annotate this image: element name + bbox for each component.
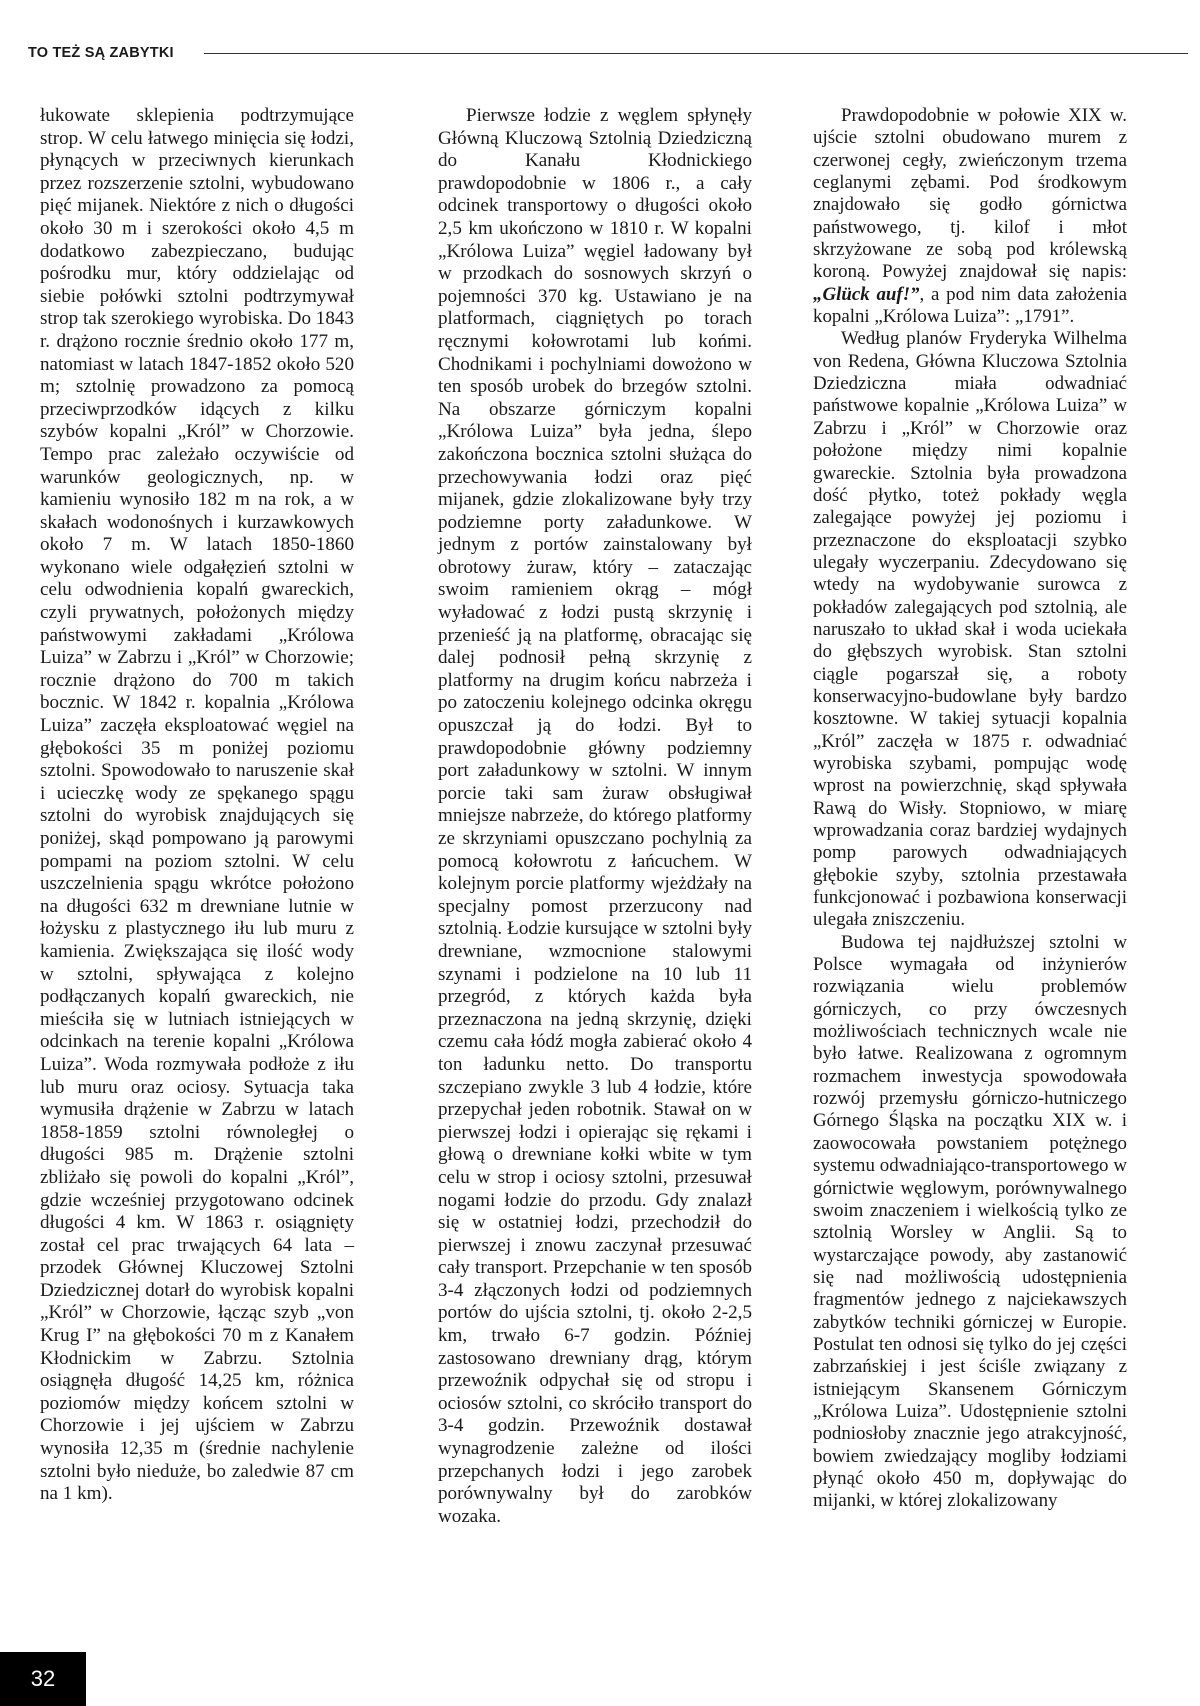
paragraph: Według planów Fryderyka Wilhelma von Redena, Główna Kluczowa Sztolnia Dziedziczna miała odwadniać państwowe kopalnie „Królowa Luiza” w Zabrzu i „Król” w Chorzowie oraz położone między nimi kopalnie gwareckie. Sztolnia była prowadzona dość płytko, toteż pokłady węgla zalegające powyżej jej poziomu i przeznaczone do eksploatacji szybko ulegały wyczerpaniu. Zdecydowano się wtedy na wydobywanie surowca z pokładów zalegających pod sztolnią, ale naruszało to układ skał i woda uciekała do głębszych wyrobisk. Stan sztolni ciągle pogarszał się, a roboty konserwacyjno-budowlane były bardzo kosztowne. W takiej sytuacji kopalnia „Król” zaczęła w 1875 r. odwadniać wyrobiska szybami, pompując wodę wprost na powierzchnię, skąd spływała Rawą do Wisły. Stopniowo, w miarę wprowadzania coraz bardziej wydajnych pomp parowych odwadniających głębokie szyby, sztolnia przestawała funkcjonować i pozbawiona konserwacji ulegała zniszczeniu. [813,328,1127,931]
column-3 [813,105,1127,1513]
column-2 [438,105,752,1528]
paragraph: Pierwsze łodzie z węglem spłynęły Główną Kluczową Sztolnią Dziedziczną do Kanału Kłodnickiego prawdopodobnie w 1806 r., a cały odcinek transportowy o długości około 2,5 km ukończono w 1810 r. W kopalni „Królowa Luiza” węgiel ładowany był w przodkach do sosnowych skrzyń o pojemności 370 kg. Ustawiano je na platformach, ciągniętych po torach ręcznymi kołowrotami lub końmi. Chodnikami i pochylniami dowożono w ten sposób urobek do brzegów sztolni. Na obszarze górniczym kopalni „Królowa Luiza” była jedna, ślepo zakończona bocznica sztolni służąca do przechowywania łodzi oraz pięć mijanek, gdzie zlokalizowane były trzy podziemne porty załadunkowe. W jednym z portów zainstalowany był obrotowy żuraw, który – zataczając swoim ramieniem okrąg – mógł wyładować z łodzi pustą skrzynię i przenieść ją na platformę, obracając się dalej podnosił pełną skrzynię z platformy na drugim końcu nabrzeża i po zatoczeniu kolejnego odcinka okręgu opuszczał ją do łodzi. Był to prawdopodobnie główny podziemny port załadunkowy w sztolni. W innym porcie taki sam żuraw obsługiwał mniejsze nabrzeże, do którego platformy ze skrzyniami opuszczano pochylnią za pomocą kołowrotu z łańcuchem. W kolejnym porcie platformy wjeżdżały na specjalny pomost przerzucony nad sztolnią. Łodzie kursujące w sztolni były drewniane, wzmocnione stalowymi szynami i podzielone na 10 lub 11 przegród, z których każda była przeznaczona na jedną skrzynię, dzięki czemu cała łódź mogła zabierać około 4 ton ładunku netto. Do transportu szczepiano zwykle 3 lub 4 łodzie, które przepychał jeden robotnik. Stawał on w pierwszej łodzi i opierając się rękami i głową o drewniane kołki wbite w tym celu w strop i ociosy sztolni, przesuwał nogami łodzie do przodu. Gdy znalazł się w ostatniej łodzi, przechodził do pierwszej i znowu zaczynał przesuwać cały transport. Przepchanie w ten sposób 3-4 złączonych łodzi od podziemnych portów do ujścia sztolni, tj. około 2-2,5 km, trwało 6-7 godzin. Później zastosowano drewniany drąg, którym przewoźnik odpychał się od stropu i ociosów sztolni, co skróciło transport do 3-4 godzin. Przewoźnik dostawał wynagrodzenie zależne od ilości przepchanych łodzi i jego zarobek porównywalny był do zarobków wozaka. [438,105,752,1527]
paragraph-text: , a pod nim data założenia kopalni „Królowa Luiza”: „1791”. [813,283,1128,328]
paragraph: łukowate sklepienia podtrzymujące strop. W celu łatwego minięcia się łodzi, płynących w przeciwnych kierunkach przez rozszerzenie sztolni, wybudowano pięć mijanek. Niektóre z nich o długości około 30 m i szerokości około 4,5 m dodatkowo zabezpieczano, budując pośrodku mur, który oddzielając od siebie połówki sztolni podtrzymywał strop tak szerokiego wyrobiska. Do 1843 r. drążono rocznie średnio około 177 m, natomiast w latach 1847-1852 około 520 m; sztolnię prowadzono za pomocą przeciwprzodków idących z kilku szybów kopalni „Król” w Chorzowie. Tempo prac zależało oczywiście od warunków geologicznych, np. w kamieniu wynosiło 182 m na rok, a w skałach wodonośnych i kurzawkowych około 7 m. W latach 1850-1860 wykonano wiele odgałęzień sztolni w celu odwodnienia kopalń gwareckich, czyli prywatnych, położonych między państwowymi zakładami „Królowa Luiza” w Zabrzu i „Król” w Chorzowie; rocznie drążono do 700 m takich bocznic. W 1842 r. kopalnia „Królowa Luiza” zaczęła eksploatować węgiel na głębokości 35 m poniżej poziomu sztolni. Spowodowało to naruszenie skał i ucieczkę wody ze spękanego spągu sztolni do wyrobisk znajdujących się poniżej, skąd pompowano ją parowymi pompami na poziom sztolni. W celu uszczelnienia spągu wkrótce położono na długości 632 m drewniane lutnie w łożysku z plastycznego iłu lub muru z kamienia. Zwiększająca się ilość wody w sztolni, spływająca z kolejno podłączanych kopalń gwareckich, nie mieściła się w lutniach istniejących w odcinkach na terenie kopalni „Królowa Luiza”. Woda rozmywała podłoże z iłu lub muru oraz ociosy. Sytuacja taka wymusiła drążenie w Zabrzu w latach 1858-1859 sztolni równoległej o długości 985 m. Drążenie sztolni zbliżało się powoli do kopalni „Król”, gdzie wcześniej przygotowano odcinek długości 4 km. W 1863 r. osiągnięty został cel prac trwających 64 lata – przodek Głównej Kluczowej Sztolni Dziedzicznej dotarł do wyrobisk kopalni „Król” w Chorzowie, łącząc szyb „von Krug I” na głębokości 70 m z Kanałem Kłodnickim w Zabrzu. Sztolnia osiągnęła długość 14,25 km, różnica poziomów między końcem sztolni w Chorzowie i jej ujściem w Zabrzu wynosiła 12,35 m (średnie nachylenie sztolni było nieduże, bo zaledwie 87 cm na 1 km). [40,105,354,1505]
section-title: TO TEŻ SĄ ZABYTKI [28,45,174,61]
header-rule [204,53,1188,54]
page-number: 32 [0,1652,86,1706]
paragraph: Budowa tej najdłuższej sztolni w Polsce wymagała od inżynierów rozwiązania wielu problemów górniczych, co przy ówczesnych możliwościach technicznych wcale nie było łatwe. Realizowana z ogromnym rozmachem inwestycja spowodowała rozwój przemysłu górniczo-hutniczego Górnego Śląska na początku XIX w. i zaowocowała powstaniem potężnego systemu odwadniająco-transportowego w górnictwie węglowym, porównywalnego swoim znaczeniem i wielkością tylko ze sztolnią Worsley w Anglii. Są to wystarczające powody, aby zastanowić się nad możliwością udostępnienia fragmentów jednego z najciekawszych zabytków techniki górniczej w Europie. Postulat ten odnosi się tylko do jej części zabrzańskiej i jest ściśle związany z istniejącym Skansenem Górniczym „Królowa Luiza”. Udostępnienie sztolni podniosłoby znacznie jego atrakcyjność, bowiem zwiedzający mogliby łodziami płynąć około 450 m, dopływając do mijanki, w której zlokalizowany [813,931,1127,1512]
paragraph-text: Prawdopodobnie w połowie XIX w. ujście sztolni obudowano murem z czerwonej cegły, zwieńczonym trzema ceglanymi zębami. Pod środkowym znajdowało się godło górnictwa państwowego, tj. kilof i młot skrzyżowane ze sobą pod królewską koroną. Powyżej znajdował się napis: [813,105,1127,283]
column-1 [40,105,354,1506]
motto-text: „Glück auf!” [813,283,920,305]
paragraph [813,105,1127,328]
running-header [28,44,1188,70]
